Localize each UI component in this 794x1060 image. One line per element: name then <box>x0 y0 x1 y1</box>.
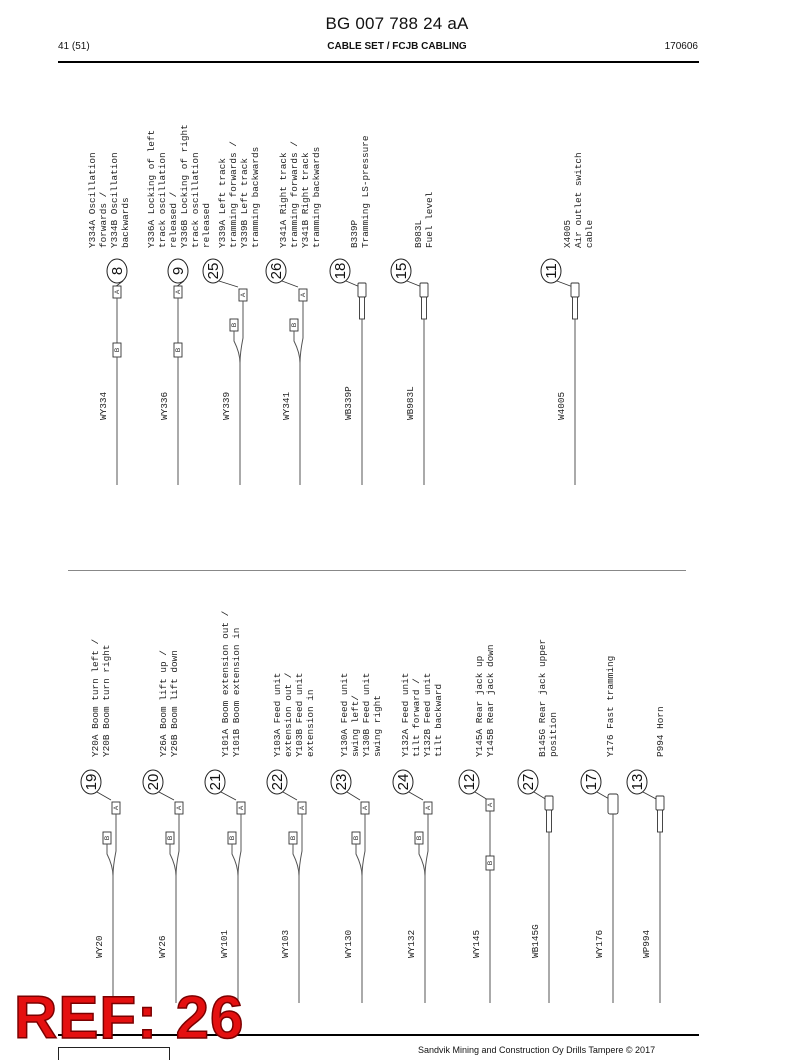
connector-sleeve <box>658 810 663 832</box>
cable-description-line: tramming backwards <box>250 146 261 248</box>
cable-wire <box>293 844 299 876</box>
connector-tag: B <box>487 860 494 866</box>
cable-description-line: tramming forwards / <box>228 141 239 248</box>
reference-number: 22 <box>269 773 286 791</box>
leader-line <box>159 792 174 800</box>
cable-code: WP994 <box>641 929 652 958</box>
cable-wire <box>107 844 113 876</box>
reference-number: 25 <box>205 262 222 280</box>
connector-tag: B <box>291 322 298 328</box>
connector <box>358 283 366 297</box>
cable-description-line: B339P <box>349 219 360 248</box>
cable-description-line: tilt forward / <box>411 678 422 757</box>
cable-wire <box>170 844 176 876</box>
reference-number: 27 <box>520 773 537 791</box>
connector-sleeve <box>573 297 578 319</box>
cable-code: W4005 <box>556 391 567 420</box>
cable-description-line: Air outlet switch <box>573 152 584 248</box>
cable-code: WY132 <box>406 929 417 958</box>
reference-number: 20 <box>145 773 162 791</box>
reference-number: 12 <box>461 773 478 791</box>
cable-description-line: Y26A Boom lift up / <box>158 650 169 757</box>
connector-tag: B <box>416 835 423 841</box>
reference-number: 24 <box>395 773 412 791</box>
cable-wire <box>176 814 179 876</box>
connector <box>571 283 579 297</box>
connector-tag: A <box>238 805 245 811</box>
reference-number: 11 <box>543 263 560 279</box>
cable-wire <box>232 844 238 876</box>
cable-description-line: Y176 Fast tramming <box>605 655 616 757</box>
cable-description-line: extension in <box>305 689 316 757</box>
connector-tag: B <box>104 835 111 841</box>
cable-code: WY103 <box>280 929 291 958</box>
footer-copyright: Sandvik Mining and Construction Oy Drills Tampere © 2017 <box>418 1045 656 1055</box>
connector <box>656 796 664 810</box>
reference-number: 26 <box>268 262 285 280</box>
connector-sleeve <box>547 810 552 832</box>
cable-description-line: Y336A Locking of left <box>146 129 157 248</box>
reference-number: 9 <box>170 266 187 276</box>
cable-description-line: extension out / <box>283 672 294 757</box>
cable-code: WY26 <box>157 935 168 958</box>
document-date: 170606 <box>664 41 698 52</box>
cable-description-line: backwards <box>120 197 131 248</box>
connector-tag: A <box>176 805 183 811</box>
cable-code: WY101 <box>219 929 230 958</box>
cable-description-line: Y130B Feed unit <box>361 672 372 757</box>
cable-description-line: released / <box>168 191 179 248</box>
cable-description-line: tilt backward <box>433 683 444 757</box>
cable-wire <box>299 814 302 876</box>
cable-wire <box>238 814 241 876</box>
cable-description-line: Y334A Oscillation <box>87 152 98 248</box>
connector-tag: A <box>240 292 247 298</box>
cable-description-line: tramming backwards <box>311 146 322 248</box>
connector-tag: A <box>362 805 369 811</box>
page-number: 41 (51) <box>58 41 90 52</box>
leader-line <box>347 792 360 800</box>
connector-tag: A <box>425 805 432 811</box>
cable-description-line: Y103A Feed unit <box>272 672 283 757</box>
cable-wire <box>425 814 428 876</box>
reference-number: 18 <box>332 262 349 280</box>
cable-wire <box>300 301 303 363</box>
cable-code: WY20 <box>94 935 105 958</box>
cable-description-line: Y26B Boom lift down <box>169 650 180 757</box>
cable-description-line: Y101B Boom extension in <box>231 627 242 757</box>
leader-line <box>221 792 236 800</box>
cable-description-line: Y339B Left track <box>239 157 250 248</box>
cable-description-line: Tramming LS-pressure <box>360 135 371 248</box>
cable-description-line: X4005 <box>562 219 573 248</box>
connector-tag: B <box>114 347 121 353</box>
cable-code: WY176 <box>594 929 605 958</box>
connector-tag: A <box>114 289 121 295</box>
cable-wire <box>419 844 425 876</box>
connector-tag: B <box>353 835 360 841</box>
reference-number: 21 <box>207 773 224 791</box>
cable-wire <box>234 331 240 363</box>
cable-description-line: forwards / <box>98 191 109 248</box>
connector-tag: B <box>290 835 297 841</box>
cable-code: WB145G <box>530 924 541 958</box>
leader-line <box>282 281 298 287</box>
cable-code: WY336 <box>159 391 170 420</box>
reference-number: 13 <box>629 773 646 791</box>
cable-description-line: released <box>201 202 212 248</box>
reference-number: 23 <box>333 773 350 791</box>
cable-code: WY339 <box>221 391 232 420</box>
reference-stamp: REF: 26 <box>14 984 245 1051</box>
cable-description-line: Y339A Left track <box>217 157 228 248</box>
cable-description-line: B145G Rear jack upper <box>537 638 548 757</box>
cable-wire <box>294 331 300 363</box>
leader-line <box>283 792 297 800</box>
cable-description-line: B983L <box>413 219 424 248</box>
connector-tag: B <box>231 322 238 328</box>
connector-sleeve <box>360 297 365 319</box>
cable-description-line: Y130A Feed unit <box>339 672 350 757</box>
cable-description-line: position <box>548 711 559 757</box>
cable-description-line: cable <box>584 219 595 248</box>
cable-code: WY341 <box>281 391 292 420</box>
cable-code: WY145 <box>471 929 482 958</box>
connector-tag: A <box>113 805 120 811</box>
leader-line <box>97 792 111 800</box>
cable-description-line: Y103B Feed unit <box>294 672 305 757</box>
cable-description-line: Y341B Right track <box>300 152 311 248</box>
cable-description-line: Y132A Feed unit <box>400 672 411 757</box>
reference-number: 8 <box>109 266 126 276</box>
cable-code: WY334 <box>98 391 109 420</box>
cable-code: WY130 <box>343 929 354 958</box>
reference-number: 17 <box>583 773 600 791</box>
connector <box>420 283 428 297</box>
connector-tag: B <box>175 347 182 353</box>
cable-code: WB339P <box>343 386 354 420</box>
connector-sleeve <box>422 297 427 319</box>
cable-description-line: Y101A Boom extension out / <box>220 610 231 757</box>
connector-tag: B <box>229 835 236 841</box>
cable-description-line: P994 Horn <box>655 706 666 757</box>
cable-description-line: track oscillation <box>190 152 201 248</box>
document-number: BG 007 788 24 aA <box>325 14 469 33</box>
cable-description-line: Y341A Right track <box>278 152 289 248</box>
cable-description-line: Y20B Boom turn right <box>101 644 112 757</box>
cable-description-line: track oscillation <box>157 152 168 248</box>
cable-description-line: swing left/ <box>350 695 361 757</box>
leader-line <box>409 792 423 800</box>
connector <box>608 794 618 814</box>
connector-tag: A <box>300 292 307 298</box>
cable-wire <box>362 814 365 876</box>
connector-tag: B <box>167 835 174 841</box>
connector <box>545 796 553 810</box>
cable-description-line: Y20A Boom turn left / <box>90 638 101 757</box>
cable-description-line: Fuel level <box>424 191 435 248</box>
cable-description-line: Y336B Locking of right <box>179 124 190 248</box>
connector-tag: A <box>175 289 182 295</box>
cable-description-line: tramming forwards / <box>289 141 300 248</box>
document-title: CABLE SET / FCJB CABLING <box>327 41 467 52</box>
cable-wire <box>356 844 362 876</box>
cable-wire <box>113 814 116 876</box>
cable-description-line: Y132B Feed unit <box>422 672 433 757</box>
cable-code: WB983L <box>405 386 416 420</box>
connector-tag: A <box>299 805 306 811</box>
cable-description-line: Y145B Rear jack down <box>485 644 496 757</box>
connector-tag: A <box>487 802 494 808</box>
leader-line <box>219 281 238 287</box>
reference-number: 15 <box>393 262 410 280</box>
cable-description-line: swing right <box>372 695 383 757</box>
cable-description-line: Y145A Rear jack up <box>474 655 485 757</box>
cable-wire <box>240 301 243 363</box>
reference-number: 19 <box>83 773 100 791</box>
cable-description-line: Y334B Oscillation <box>109 152 120 248</box>
